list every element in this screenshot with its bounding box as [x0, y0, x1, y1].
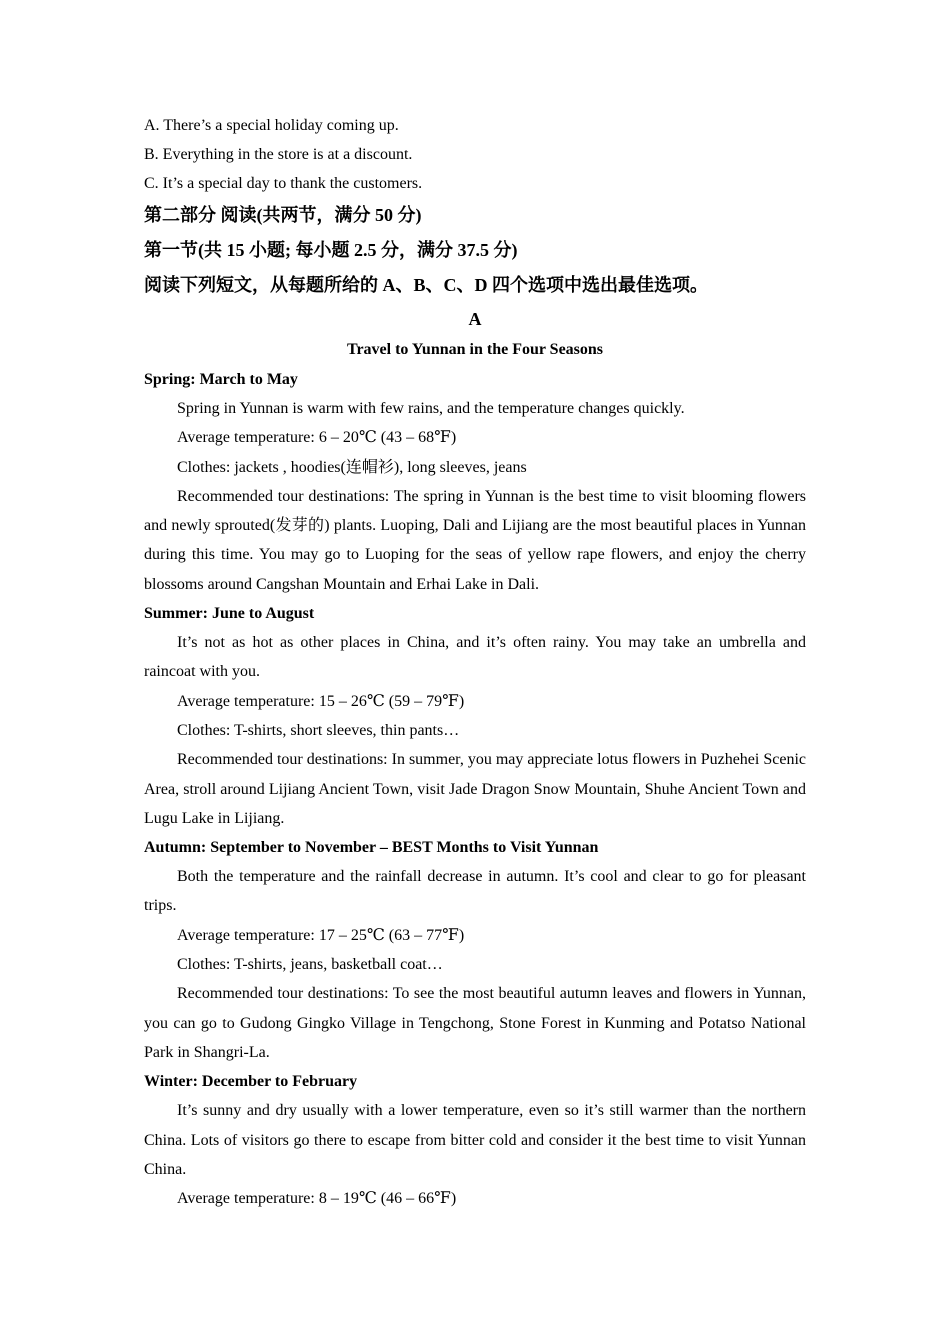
season-intro-winter: It’s sunny and dry usually with a lower temperature, even so it’s still warmer than the northern China. Lots of visitors go there to escape from bitter cold and consider it the best time to visit Yunnan China.: [144, 1102, 806, 1178]
instruction: 阅读下列短文，从每题所给的 A、B、C、D 四个选项中选出最佳选项。: [144, 275, 708, 295]
passage-letter: A: [468, 309, 482, 329]
season-temperature-summer: Average temperature: 15 – 26℃ (59 – 79℉): [177, 692, 465, 710]
option-b: B. Everything in the store is at a discount.: [144, 146, 413, 163]
season-heading-winter: Winter: December to February: [144, 1073, 358, 1091]
season-intro-spring: Spring in Yunnan is warm with few rains, and the temperature changes quickly.: [177, 400, 685, 417]
season-intro-summer: It’s not as hot as other places in China, and it’s often rainy. You may take an umbrella and raincoat with you.: [144, 634, 806, 681]
season-temperature-spring: Average temperature: 6 – 20℃ (43 – 68℉): [177, 429, 457, 447]
season-destinations-autumn: Recommended tour destinations: To see the most beautiful autumn leaves and flowers in Yunnan, you can go to Gudong Gingko Village in Tengchong, Stone Forest in Kunming and Potatso National Park in Shangri-La.: [144, 985, 806, 1061]
option-c: C. It’s a special day to thank the customers.: [144, 175, 423, 192]
season-destinations-spring: Recommended tour destinations: The spring in Yunnan is the best time to visit blooming flowers and newly sprouted(发芽的) plants. Luoping, Dali and Lijiang are the most beautiful places in Yunnan during this time. You may go to Luoping for the seas of yellow rape flowers, and enjoy the cherry blossoms around Cangshan Mountain and Erhai Lake in Dali.: [144, 487, 806, 593]
season-clothes-spring: Clothes: jackets , hoodies(连帽衫), long sleeves, jeans: [177, 458, 527, 476]
document-page: [144, 111, 806, 1213]
season-heading-summer: Summer: June to August: [144, 605, 315, 623]
season-clothes-summer: Clothes: T-shirts, short sleeves, thin pants…: [177, 721, 460, 739]
season-clothes-autumn: Clothes: T-shirts, jeans, basketball coat…: [177, 956, 443, 974]
season-heading-autumn: Autumn: September to November – BEST Months to Visit Yunnan: [144, 839, 599, 857]
season-temperature-autumn: Average temperature: 17 – 25℃ (63 – 77℉): [177, 926, 465, 944]
season-heading-spring: Spring: March to May: [144, 371, 298, 388]
part-title: 第二部分 阅读(共两节，满分 50 分): [144, 205, 422, 225]
season-destinations-summer: Recommended tour destinations: In summer, you may appreciate lotus flowers in Puzhehei Scenic Area, stroll around Lijiang Ancient Town, visit Jade Dragon Snow Mountain, Shuhe Ancient Town and Lugu Lake in Lijiang.: [144, 751, 806, 827]
season-intro-autumn: Both the temperature and the rainfall decrease in autumn. It’s cool and clear to go for pleasant trips.: [144, 868, 806, 915]
season-temperature-winter: Average temperature: 8 – 19℃ (46 – 66℉): [177, 1190, 457, 1208]
option-a: A. There’s a special holiday coming up.: [144, 117, 399, 134]
passage-title: Travel to Yunnan in the Four Seasons: [346, 341, 604, 358]
subsection-title: 第一节(共 15 小题; 每小题 2.5 分，满分 37.5 分): [144, 240, 518, 260]
